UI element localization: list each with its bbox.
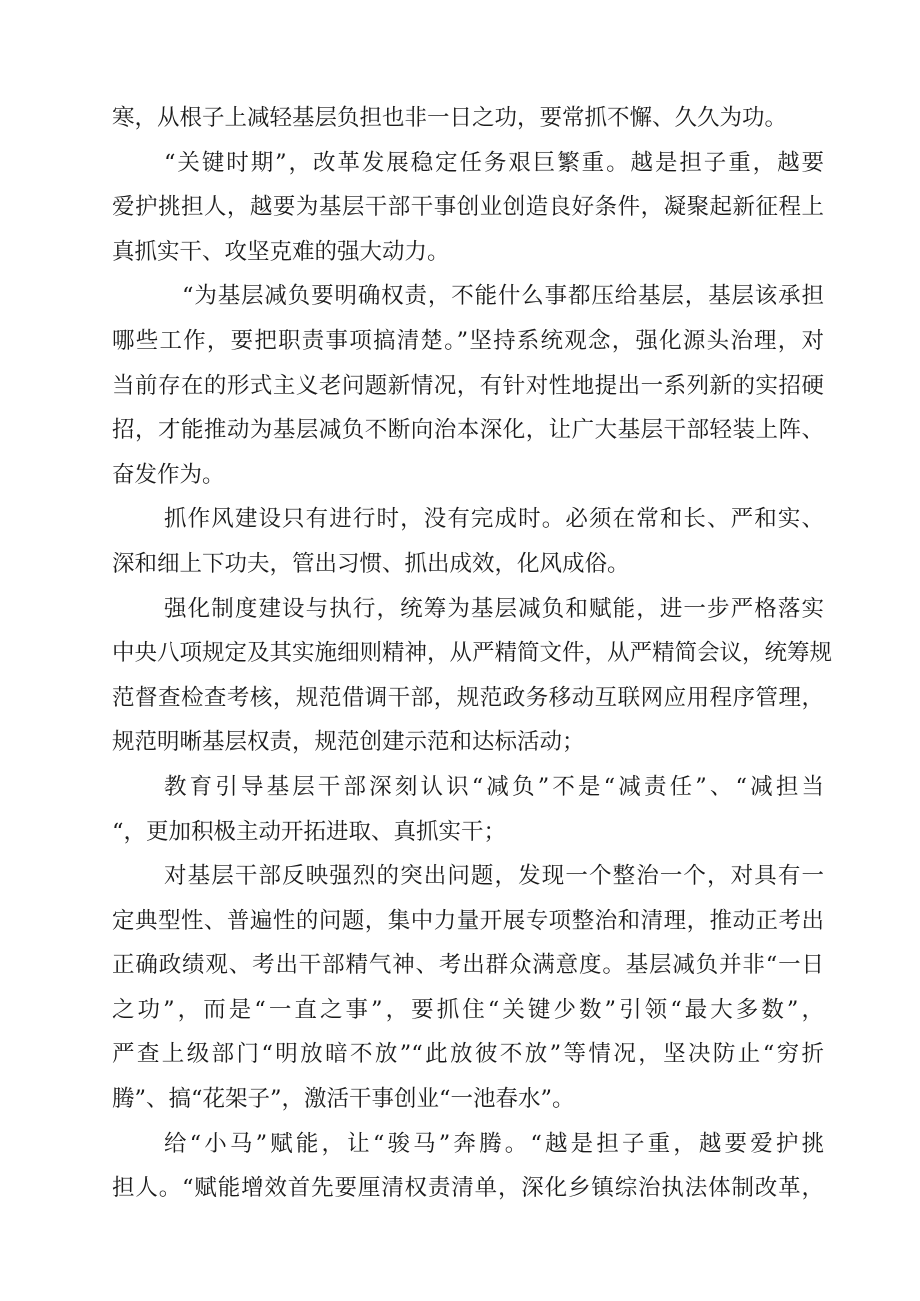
paragraph-4 [112,497,824,586]
paragraph-6 [112,765,824,854]
text-line: “为基层减负要明确权责，不能什么事都压给基层，基层该承担 [182,283,824,310]
text-line: 抓作风建设只有进行时，没有完成时。必须在常和长、严和实、 [164,506,824,533]
text-line: 规范明晰基层权责，规范创建示范和达标活动； [112,729,585,756]
text-line: 定典型性、普遍性的问题，集中力量开展专项整治和清理，推动正考出 [112,907,824,934]
text-line: 强化制度建设与执行，统筹为基层减负和赋能，进一步严格落实 [164,595,824,622]
text-line: 腾”、搞“花架子”，激活干事创业“一池春水”。 [112,1086,575,1113]
paragraph-1 [112,96,824,141]
paragraph-2 [112,141,824,275]
text-line: 给“小马”赋能，让“骏马”奔腾。“越是担子重，越要爱护挑 [164,1130,824,1157]
text-line: 真抓实干、攻坚克难的强大动力。 [112,238,450,265]
text-line: 奋发作为。 [112,461,225,488]
text-line: “关键时期”，改革发展稳定任务艰巨繁重。越是担子重，越要 [164,149,824,176]
text-line: 寒，从根子上减轻基层负担也非一日之功，要常抓不懈、久久为功。 [112,105,788,131]
paragraph-3 [112,274,824,497]
text-line: 当前存在的形式主义老问题新情况，有针对性地提出一系列新的实招硬 [112,372,824,399]
text-line: 爱护挑担人，越要为基层干部干事创业创造良好条件，凝聚起新征程上 [112,194,824,221]
paragraph-5 [112,587,833,765]
text-line: 担人。“赋能增效首先要厘清权责清单，深化乡镇综治执法体制改革， [112,1175,824,1202]
text-line: 严查上级部门“明放暗不放”“此放彼不放”等情况，坚决防止“穷折 [112,1041,824,1068]
text-line: 招，才能推动为基层减负不断向治本深化，让广大基层干部轻装上阵、 [112,417,824,444]
paragraph-8 [112,1122,824,1211]
text-line: 正确政绩观、考出干部精气神、考出群众满意度。基层减负并非“一日 [112,952,824,979]
text-line: 之功”，而是“一直之事”，要抓住“关键少数”引领“最大多数”， [112,996,824,1023]
paragraph-7 [112,854,824,1122]
text-line: 教育引导基层干部深刻认识“减负”不是“减责任”、“减担当 [164,773,824,800]
text-line: 对基层干部反映强烈的突出问题，发现一个整治一个，对具有一 [164,863,824,890]
document-page [112,96,833,1211]
text-line: 哪些工作，要把职责事项搞清楚。”坚持系统观念，强化源头治理，对 [112,327,824,354]
text-line: 范督查检查考核，规范借调干部，规范政务移动互联网应用程序管理， [112,684,824,711]
text-line: 中央八项规定及其实施细则精神，从严精简文件，从严精简会议，统筹规 [112,640,833,667]
text-line: “，更加积极主动开拓进取、真抓实干； [112,818,507,845]
text-line: 深和细上下功夫，管出习惯、抓出成效，化风成俗。 [112,550,630,577]
